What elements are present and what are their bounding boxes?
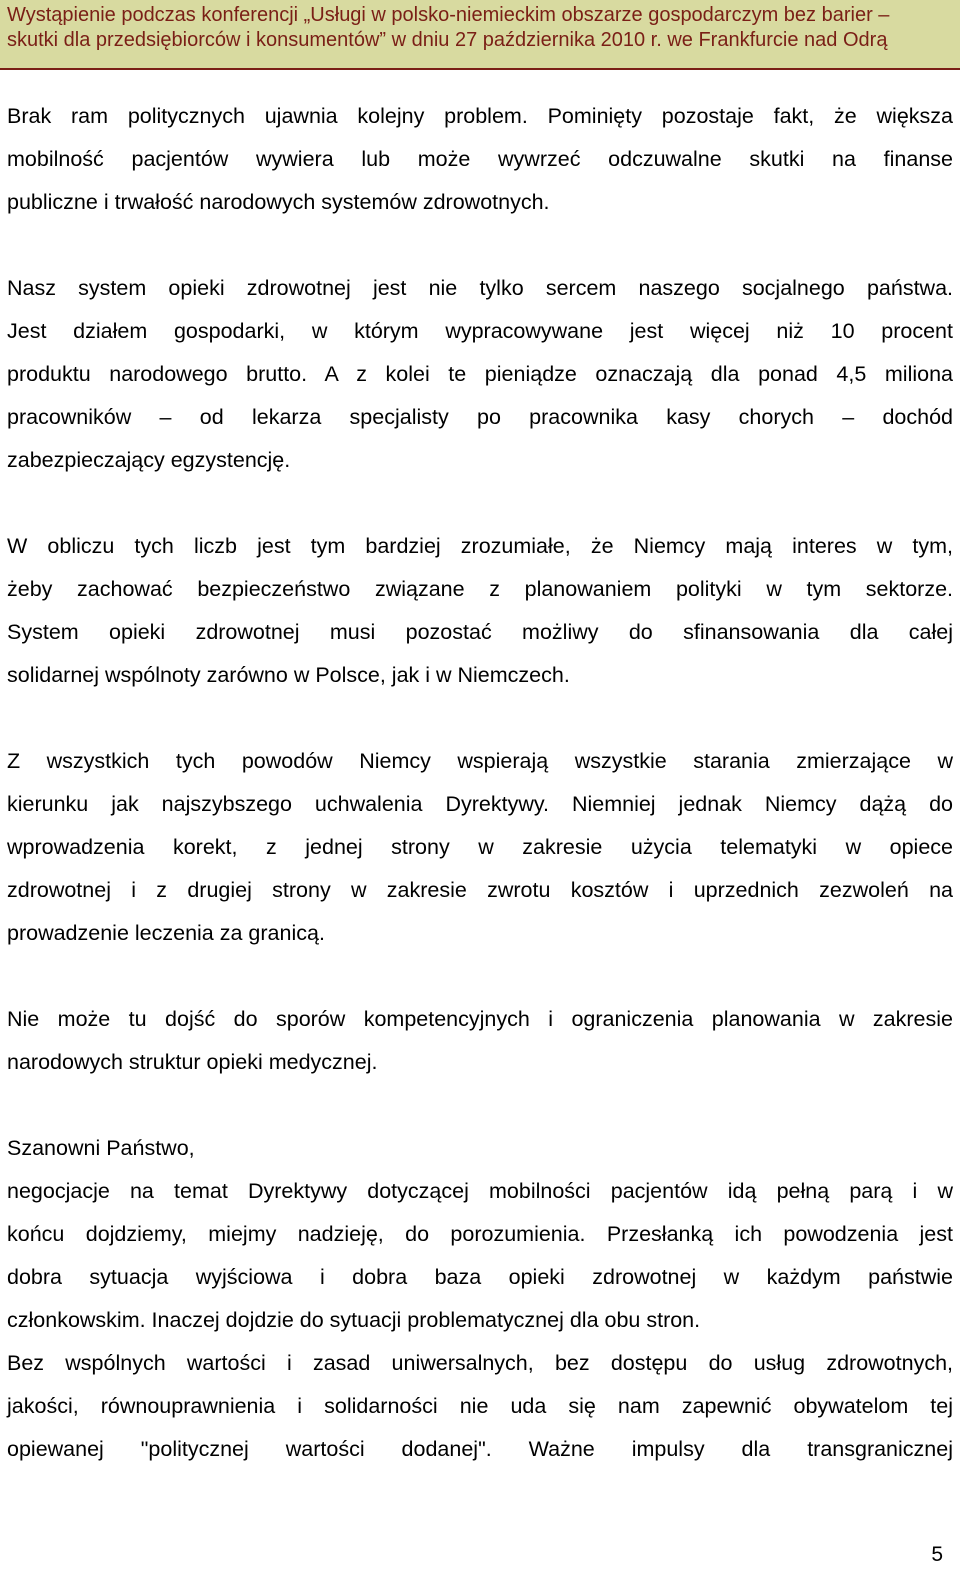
paragraph-1 bbox=[7, 95, 953, 224]
text-line: pracowników – od lekarza specjalisty po pracownika kasy chorych – dochód bbox=[7, 405, 953, 429]
text-line: dobra sytuacja wyjściowa i dobra baza opieki zdrowotnej w każdym państwie bbox=[7, 1265, 953, 1289]
paragraph-2 bbox=[7, 267, 953, 482]
text-line: Z wszystkich tych powodów Niemcy wspierają wszystkie starania zmierzające w bbox=[7, 749, 953, 773]
text-line: opiewanej "politycznej wartości dodanej". Ważne impulsy dla transgranicznej bbox=[7, 1437, 953, 1461]
text-line: zdrowotnej i z drugiej strony w zakresie zwrotu kosztów i uprzednich zezwoleń na bbox=[7, 878, 953, 902]
text-line: Brak ram politycznych ujawnia kolejny problem. Pominięty pozostaje fakt, że większa bbox=[7, 104, 953, 128]
header-line-2: skutki dla przedsiębiorców i konsumentów” w dniu 27 października 2010 r. we Frankfurcie nad Odrą bbox=[7, 29, 888, 51]
text-line: Nasz system opieki zdrowotnej jest nie tylko sercem naszego socjalnego państwa. bbox=[7, 276, 953, 300]
text-line: Bez wspólnych wartości i zasad uniwersalnych, bez dostępu do usług zdrowotnych, bbox=[7, 1351, 953, 1375]
header-line-1: Wystąpienie podczas konferencji „Usługi w polsko-niemieckim obszarze gospodarczym bez barier – bbox=[7, 4, 890, 26]
running-header bbox=[0, 0, 960, 70]
salutation bbox=[7, 1127, 953, 1170]
text-line: Szanowni Państwo, bbox=[7, 1136, 195, 1160]
page-number: 5 bbox=[931, 1543, 943, 1566]
text-line: wprowadzenia korekt, z jednej strony w zakresie użycia telematyki w opiece bbox=[7, 835, 953, 859]
text-line: zabezpieczający egzystencję. bbox=[7, 448, 291, 472]
paragraph-7 bbox=[7, 1170, 953, 1342]
text-line: kierunku jak najszybszego uchwalenia Dyrektywy. Niemniej jednak Niemcy dążą do bbox=[7, 792, 953, 816]
text-line: System opieki zdrowotnej musi pozostać możliwy do sfinansowania dla całej bbox=[7, 620, 953, 644]
text-line: publiczne i trwałość narodowych systemów zdrowotnych. bbox=[7, 190, 550, 214]
text-line: solidarnej wspólnoty zarówno w Polsce, jak i w Niemczech. bbox=[7, 663, 570, 687]
text-line: jakości, równouprawnienia i solidarności nie uda się nam zapewnić obywatelom tej bbox=[7, 1394, 953, 1418]
header-divider bbox=[0, 68, 960, 70]
text-line: Nie może tu dojść do sporów kompetencyjnych i ograniczenia planowania w zakresie bbox=[7, 1007, 953, 1031]
text-line: W obliczu tych liczb jest tym bardziej zrozumiałe, że Niemcy mają interes w tym, bbox=[7, 534, 953, 558]
paragraph-5 bbox=[7, 998, 953, 1084]
document-body bbox=[7, 95, 953, 1471]
paragraph-4 bbox=[7, 740, 953, 955]
text-line: narodowych struktur opieki medycznej. bbox=[7, 1050, 378, 1074]
text-line: Jest działem gospodarki, w którym wypracowywane jest więcej niż 10 procent bbox=[7, 319, 953, 343]
paragraph-3 bbox=[7, 525, 953, 697]
text-line: członkowskim. Inaczej dojdzie do sytuacji problematycznej dla obu stron. bbox=[7, 1308, 701, 1332]
text-line: produktu narodowego brutto. A z kolei te pieniądze oznaczają dla ponad 4,5 miliona bbox=[7, 362, 953, 386]
text-line: prowadzenie leczenia za granicą. bbox=[7, 921, 325, 945]
paragraph-8 bbox=[7, 1342, 953, 1471]
text-line: żeby zachować bezpieczeństwo związane z planowaniem polityki w tym sektorze. bbox=[7, 577, 953, 601]
text-line: negocjacje na temat Dyrektywy dotyczącej mobilności pacjentów idą pełną parą i w bbox=[7, 1179, 953, 1203]
text-line: końcu dojdziemy, miejmy nadzieję, do porozumienia. Przesłanką ich powodzenia jest bbox=[7, 1222, 953, 1246]
text-line: mobilność pacjentów wywiera lub może wywrzeć odczuwalne skutki na finanse bbox=[7, 147, 953, 171]
